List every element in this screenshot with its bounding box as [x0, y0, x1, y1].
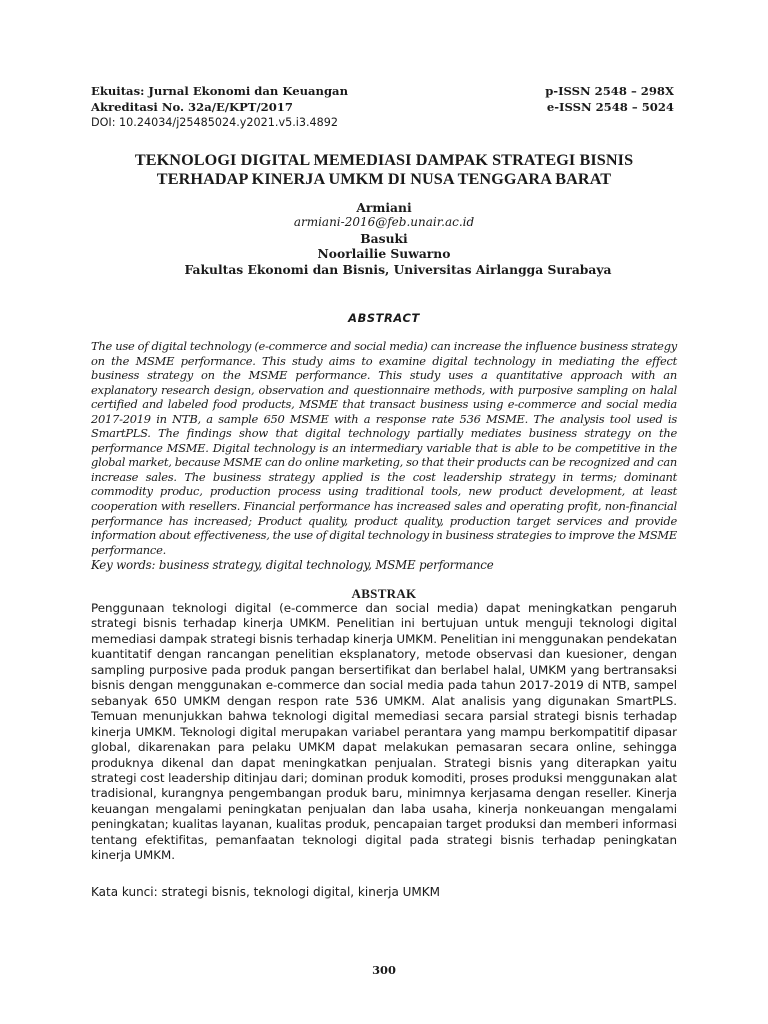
author-affiliation: Fakultas Ekonomi dan Bisnis, Universitas Airlangga Surabaya: [184, 261, 612, 277]
abstrak-heading: ABSTRAK: [351, 586, 417, 601]
header-row-1: [91, 84, 674, 100]
abstrak-indonesian-text: Penggunaan teknologi digital (e-commerce dan social media) dapat meningkatkan pengaruh strategi bisnis terhadap kinerja UMKM. Penelitian ini bertujuan untuk menguji teknologi digital memediasi dampak strategi bisnis terhadap kinerja UMKM. Penelitian ini menggunakan pendekatan kuantitatif dengan rancangan penelitian eksplanatory, metode observasi dan kuesioner, dengan sampling purposive pada produk pangan bersertifikat dan berlabel halal, UMKM yang bertransaksi bisnis dengan menggunakan e-commerce dan social media pada tahun 2017-2019 di NTB, sampel sebanyak 650 UMKM dengan respon rate 536 UMKM. Alat analisis yang digunakan SmartPLS. Temuan menunjukkan bahwa teknologi digital memediasi secara parsial strategi bisnis terhadap kinerja UMKM. Teknologi digital merupakan variabel perantara yang mampu berkompatitif dipasar global, dikarenakan para pelaku UMKM dapat melakukan pemasaran secara online, sehingga produknya dikenal dan dapat meningkatkan penjualan. Strategi bisnis yang diterapkan yaitu strategi cost leadership ditinjau dari; dominan produk komoditi, proses produksi menggunakan alat tradisional, kurangnya pengembangan produk baru, minimnya kerjasama dengan reseller. Kinerja keuangan mengalami peningkatan penjualan dan laba usaha, kinerja nonkeuangan mengalami peningkatan; kualitas layanan, kualitas produk, pencapaian target produksi dan memberi informasi tentang efektifitas, pemanfaatan teknologi digital pada strategi bisnis terhadap peningkatan kinerja UMKM.: [91, 601, 677, 863]
abstract-english-text: The use of digital technology (e-commerce and social media) can increase the influence business strategy on the MSME performance. This study aims to examine digital technology in mediating the effect business strategy on the MSME performance. This study uses a quantitative approach with an explanatory research design, observation and questionnaire methods, with purposive sampling on halal certified and labeled food products, MSME that transact business using e-commerce and social media 2017-2019 in NTB, a sample 650 MSME with a response rate 536 MSME. The analysis tool used is SmartPLS. The findings show that digital technology partially mediates business strategy on the performance MSME. Digital technology is an intermediary variable that is able to be competitive in the global market, because MSME can do online marketing, so that their products can be recognized and can increase sales. The business strategy applied is the cost leadership strategy in terms; dominant commodity produc, production process using traditional tools, new product development, at least cooperation with resellers. Financial performance has increased sales and operating profit, non-financial performance has increased; Product quality, product quality, production target services and provide information about effectiveness, the use of digital technology in business strategies to improve the MSME performance.: [91, 339, 677, 557]
header-row-2: [91, 100, 674, 116]
keywords-english: Key words: business strategy, digital technology, MSME performance: [91, 558, 494, 572]
accreditation: Akreditasi No. 32a/E/KPT/2017: [91, 99, 293, 114]
doi: DOI: 10.24034/j25485024.y2021.v5.i3.4892: [91, 116, 338, 129]
page-number: 300: [372, 963, 396, 977]
author-name-3: Noorlailie Suwarno: [317, 246, 451, 262]
abstract-heading: ABSTRACT: [348, 311, 420, 325]
author-block: [60, 200, 708, 277]
author-email-1: armiani-2016@feb.unair.ac.id: [293, 215, 475, 230]
journal-name: Ekuitas: Jurnal Ekonomi dan Keuangan: [91, 84, 348, 98]
keywords-indonesian: Kata kunci: strategi bisnis, teknologi digital, kinerja UMKM: [91, 885, 441, 899]
paper-title: [60, 151, 708, 188]
author-name-1: Armiani: [356, 200, 412, 215]
author-name-2: Basuki: [360, 230, 408, 246]
e-issn: e-ISSN 2548 – 5024: [546, 99, 674, 114]
p-issn: p-ISSN 2548 – 298X: [545, 84, 674, 98]
journal-header: [91, 84, 674, 131]
title-line-2: TERHADAP KINERJA UMKM DI NUSA TENGGARA BARAT: [156, 169, 612, 188]
title-line-1: TEKNOLOGI DIGITAL MEMEDIASI DAMPAK STRATEGI BISNIS: [134, 151, 634, 169]
header-row-3: [91, 115, 674, 131]
